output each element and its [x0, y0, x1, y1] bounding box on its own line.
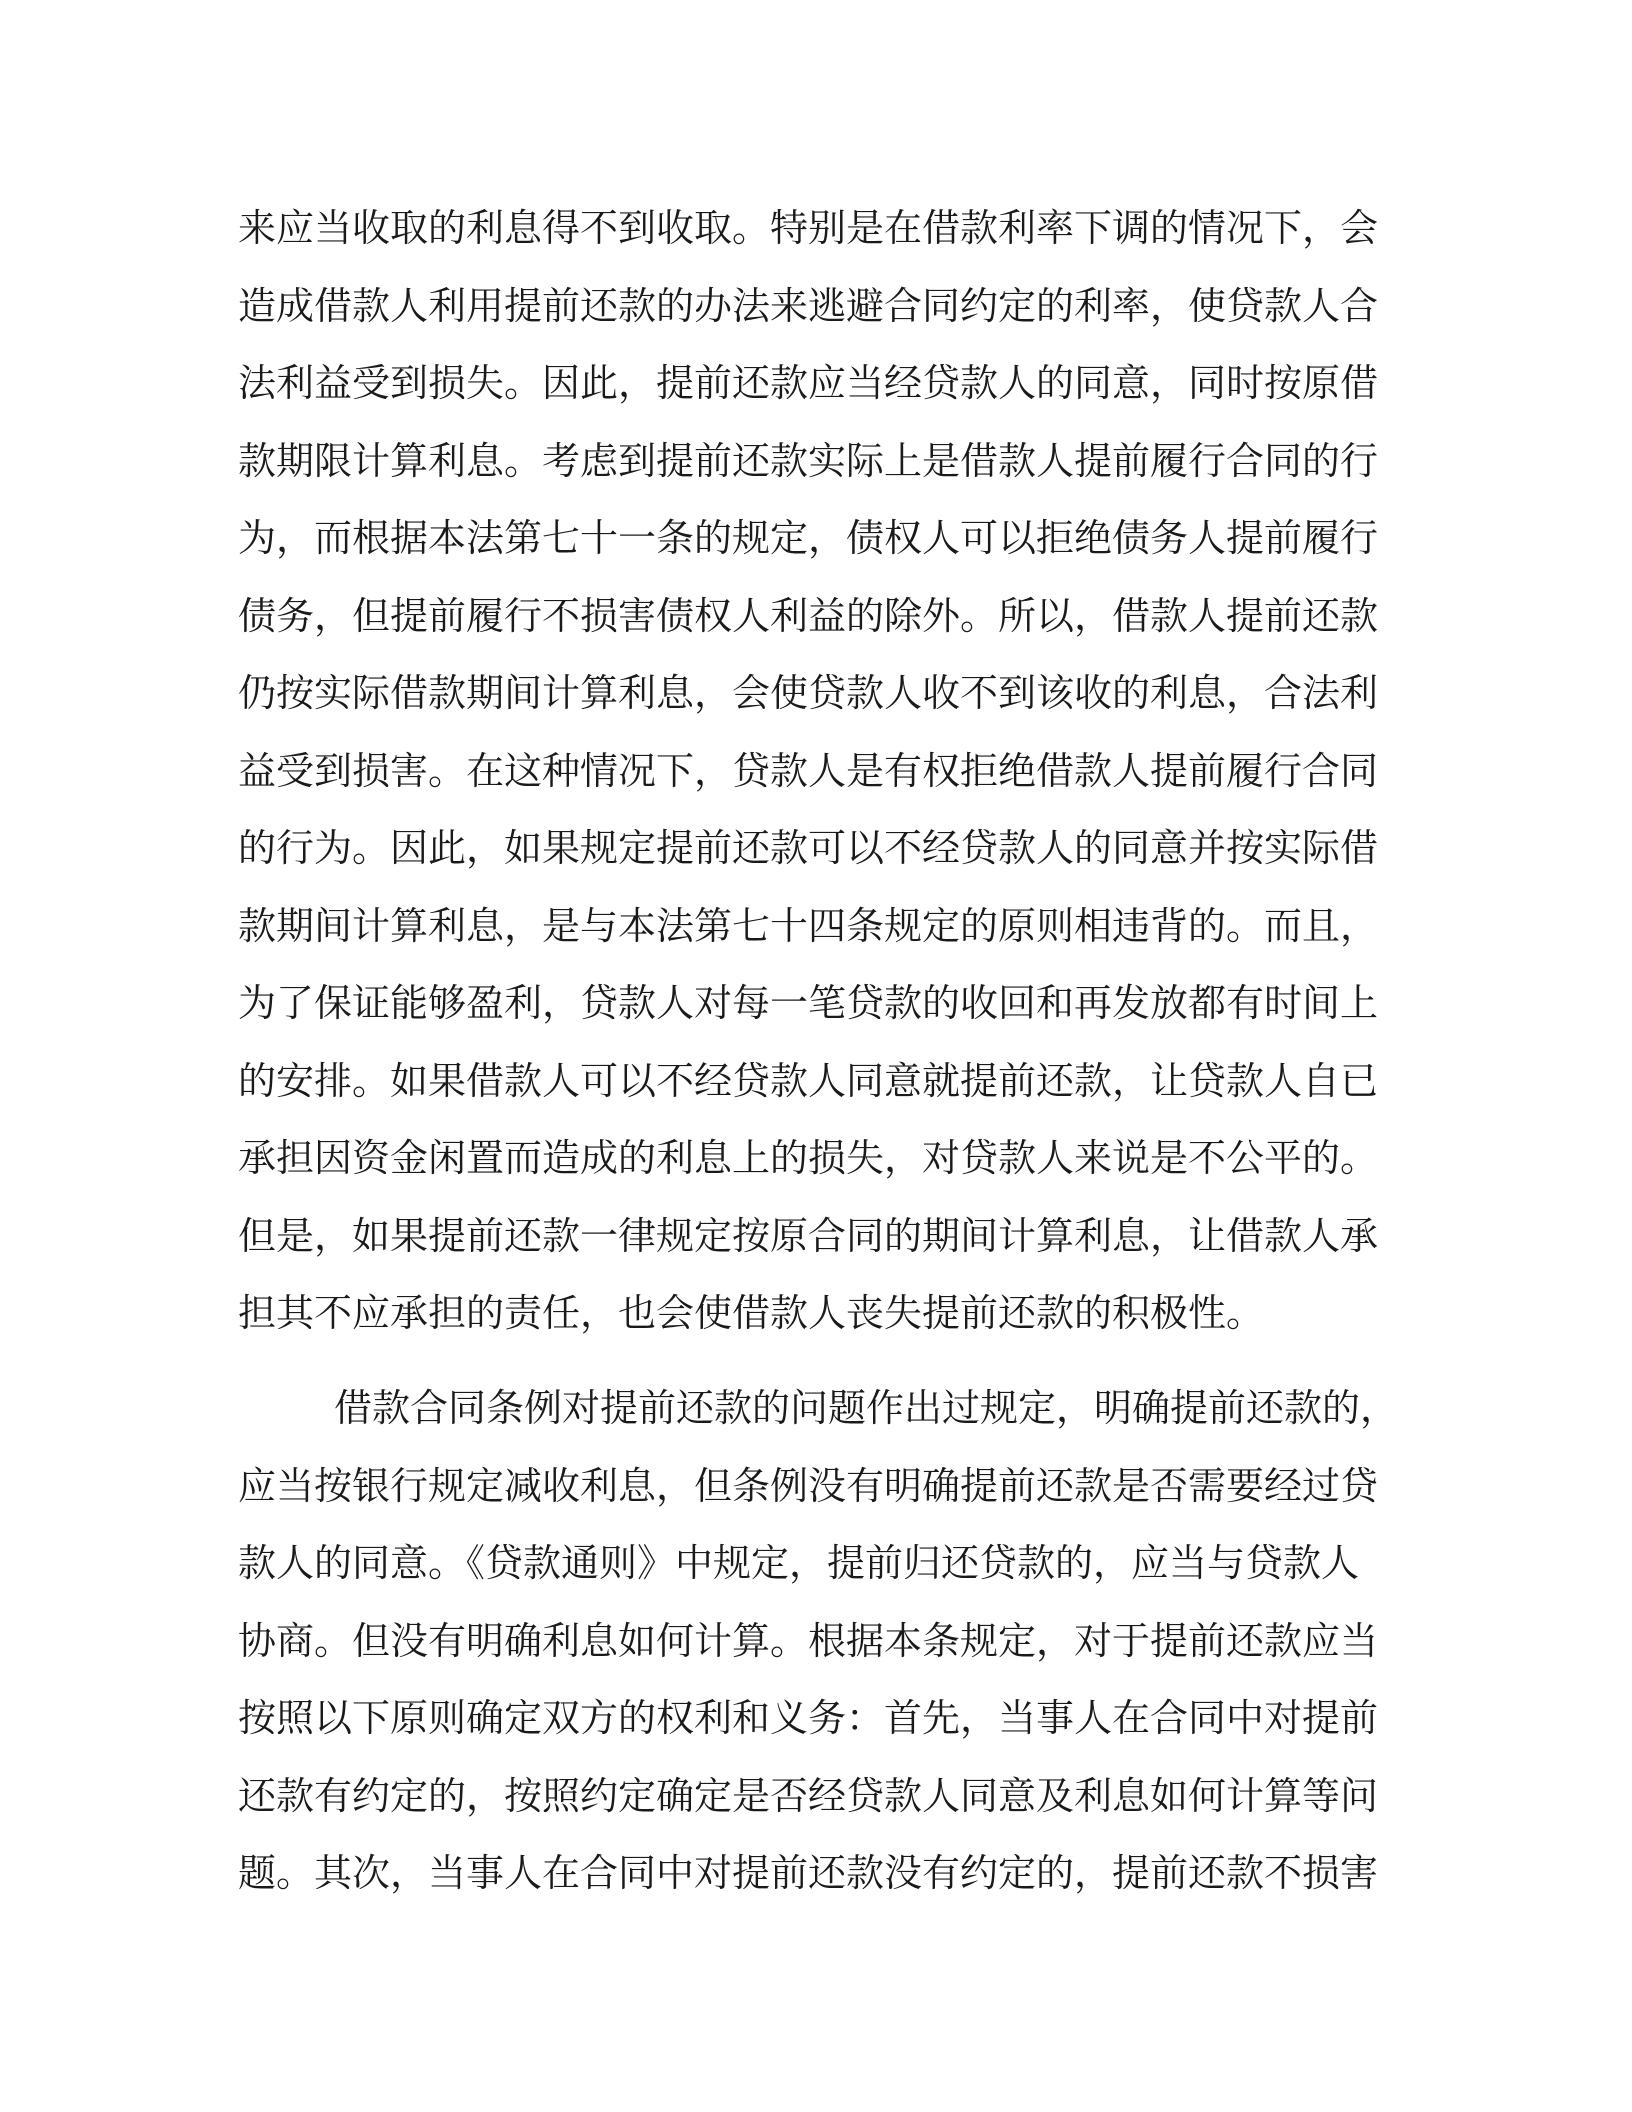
- paragraph-1-line: 为了保证能够盈利，贷款人对每一笔贷款的收回和再发放都有时间上: [238, 981, 1379, 1025]
- paragraph-1-line: 款期间计算利息，是与本法第七十四条规定的原则相违背的。而且，: [238, 903, 1379, 948]
- paragraph-1-line: 来应当收取的利息得不到收取。特别是在借款利率下调的情况下，会: [238, 206, 1379, 250]
- paragraph-1-line: 债务，但提前履行不损害债权人利益的除外。所以，借款人提前还款: [238, 593, 1379, 638]
- paragraph-1-line: 的安排。如果借款人可以不经贷款人同意就提前还款，让贷款人自已: [238, 1058, 1379, 1103]
- paragraph-1-line: 造成借款人利用提前还款的办法来逃避合同约定的利率，使贷款人合: [238, 283, 1379, 328]
- paragraph-2-line: 还款有约定的，按照约定确定是否经贷款人同意及利息如何计算等问: [238, 1773, 1379, 1818]
- paragraph-1-line: 担其不应承担的责任，也会使借款人丧失提前还款的积极性。: [238, 1291, 1265, 1335]
- paragraph-1-line: 为，而根据本法第七十一条的规定，债权人可以拒绝债务人提前履行: [238, 516, 1379, 560]
- paragraph-1: [238, 190, 1379, 1353]
- paragraph-1-line: 的行为。因此，如果规定提前还款可以不经贷款人的同意并按实际借: [238, 826, 1379, 870]
- paragraph-2-line: 应当按银行规定减收利息，但条例没有明确提前还款是否需要经过贷: [238, 1463, 1379, 1508]
- paragraph-2: [238, 1370, 1399, 1913]
- paragraph-2-line: 款人的同意。《贷款通则》中规定，提前归还贷款的，应当与贷款人: [238, 1541, 1360, 1585]
- paragraph-1-line: 仍按实际借款期间计算利息，会使贷款人收不到该收的利息，合法利: [238, 671, 1379, 715]
- paragraph-1-line: 承担因资金闲置而造成的利息上的损失，对贷款人来说是不公平的。: [238, 1136, 1379, 1180]
- paragraph-2-line: 题。其次，当事人在合同中对提前还款没有约定的，提前还款不损害: [238, 1851, 1379, 1895]
- paragraph-2-line: 协商。但没有明确利息如何计算。根据本条规定，对于提前还款应当: [238, 1618, 1379, 1663]
- paragraph-1-line: 但是，如果提前还款一律规定按原合同的期间计算利息，让借款人承: [238, 1213, 1379, 1258]
- paragraph-1-line: 款期限计算利息。考虑到提前还款实际上是借款人提前履行合同的行: [238, 438, 1379, 483]
- paragraph-1-line: 益受到损害。在这种情况下，贷款人是有权拒绝借款人提前履行合同: [238, 748, 1379, 793]
- paragraph-1-line: 法利益受到损失。因此，提前还款应当经贷款人的同意，同时按原借: [238, 361, 1379, 405]
- paragraph-2-line: 按照以下原则确定双方的权利和义务：首先，当事人在合同中对提前: [238, 1696, 1379, 1740]
- paragraph-2-line: 借款合同条例对提前还款的问题作出过规定，明确提前还款的，: [334, 1386, 1399, 1430]
